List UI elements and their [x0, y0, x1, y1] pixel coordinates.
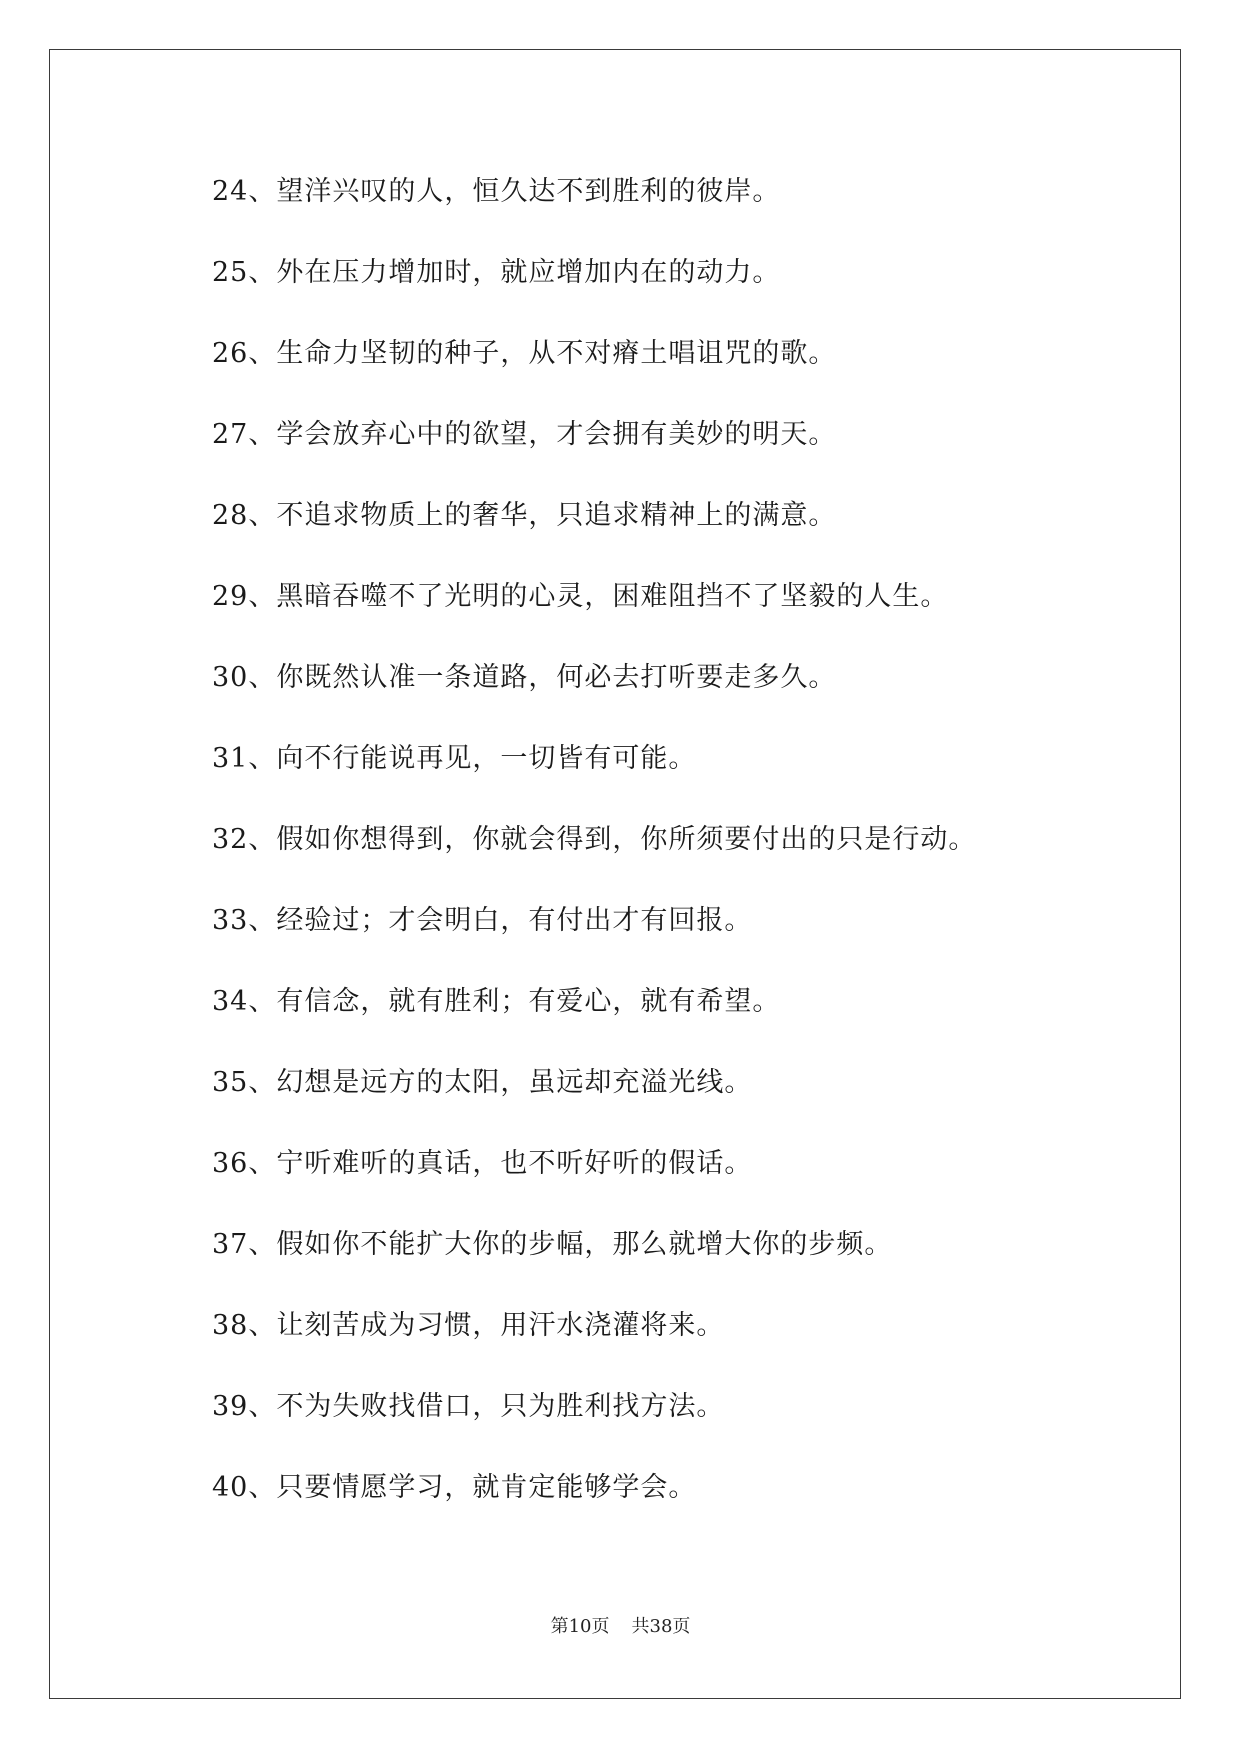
quote-item: 39、不为失败找借口，只为胜利找方法。 [212, 1391, 725, 1422]
page-total: 共38页 [631, 1616, 691, 1637]
quote-item: 34、有信念，就有胜利；有爱心，就有希望。 [212, 986, 781, 1017]
quote-item: 40、只要情愿学习，就肯定能够学会。 [212, 1472, 697, 1503]
quote-item: 33、经验过；才会明白，有付出才有回报。 [212, 905, 753, 936]
quote-item: 27、学会放弃心中的欲望，才会拥有美妙的明天。 [212, 419, 837, 450]
quote-item: 35、幻想是远方的太阳，虽远却充溢光线。 [212, 1067, 753, 1098]
quote-item: 24、望洋兴叹的人，恒久达不到胜利的彼岸。 [212, 176, 781, 207]
page-number: 第10页 [550, 1616, 610, 1637]
quote-item: 38、让刻苦成为习惯，用汗水浇灌将来。 [212, 1310, 725, 1341]
quote-item: 29、黑暗吞噬不了光明的心灵，困难阻挡不了坚毅的人生。 [212, 581, 949, 612]
quote-item: 30、你既然认准一条道路，何必去打听要走多久。 [212, 662, 837, 693]
quote-list [212, 170, 1112, 1547]
quote-item: 31、向不行能说再见，一切皆有可能。 [212, 743, 697, 774]
quote-item: 37、假如你不能扩大你的步幅，那么就增大你的步频。 [212, 1229, 893, 1260]
quote-item: 26、生命力坚韧的种子，从不对瘠土唱诅咒的歌。 [212, 338, 837, 369]
quote-item: 36、宁听难听的真话，也不听好听的假话。 [212, 1148, 753, 1179]
quote-item: 28、不追求物质上的奢华，只追求精神上的满意。 [212, 500, 837, 531]
quote-item: 32、假如你想得到，你就会得到，你所须要付出的只是行动。 [212, 824, 977, 855]
page-footer [0, 1612, 1241, 1638]
quote-item: 25、外在压力增加时，就应增加内在的动力。 [212, 257, 781, 288]
